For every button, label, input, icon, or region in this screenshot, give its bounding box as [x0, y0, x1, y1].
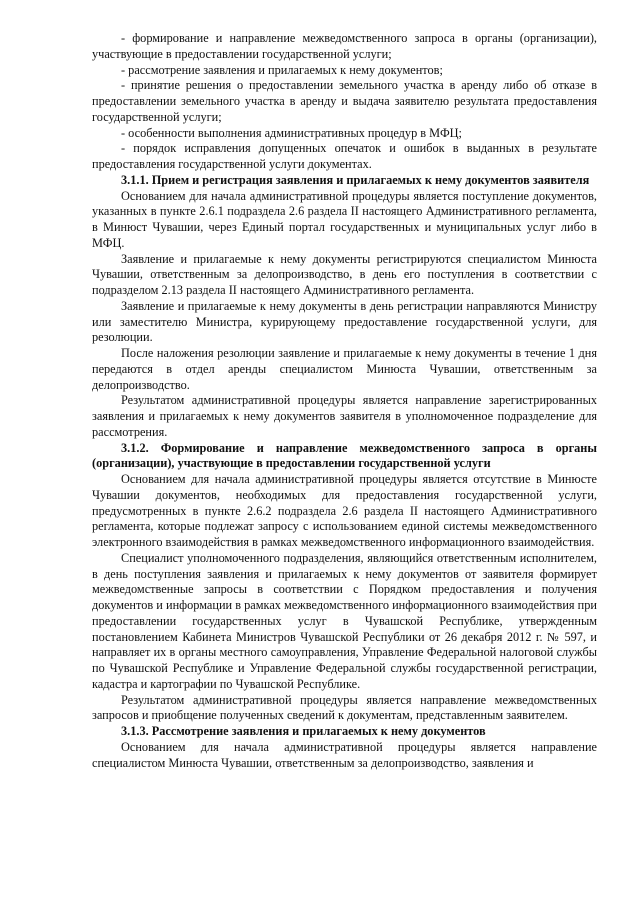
- section-heading-3-1-1: 3.1.1. Прием и регистрация заявления и прилагаемых к нему документов заявителя: [121, 172, 590, 187]
- paragraph-specialist: Специалист уполномоченного подразделения, являющийся ответственным исполнителем, в день поступления заявления и прилагаемых к нему документов от заявителя формирует межведомственные запросы в соответствии с Порядком предоставления и получения документов и информации в рамках межведомственного информационного взаимодействия при предоставлении государственных услуг в Чувашской Республике, утвержденным постановлением Кабинета Министров Чувашской Республики от 26 декабря 2012 г. № 597, и направляет их в органы местного самоуправления, Управление Федеральной налоговой службы по Чувашской Республике и Управление Федеральной службы государственной регистрации, кадастра и картографии по Чувашской Республике.: [92, 550, 597, 691]
- paragraph-transfer: После наложения резолюции заявление и прилагаемые к нему документы в течение 1 дня передаются в отдел аренды специалистом Минюста Чувашии, ответственным за делопроизводство.: [92, 346, 597, 392]
- list-item-decision: - принятие решения о предоставлении земельного участка в аренду либо об отказе в предоставлении земельного участка в аренду и выдача заявителю результата предоставления государственной услуги;: [92, 78, 597, 124]
- paragraph-basis-3-1-3: Основанием для начала административной процедуры является направление специалистом Минюста Чувашии, ответственным за делопроизводство, заявления и: [92, 739, 597, 770]
- list-item-mfc-features: - особенности выполнения административных процедур в МФЦ;: [121, 125, 462, 140]
- section-heading-3-1-2: 3.1.2. Формирование и направление межведомственного запроса в органы (организации), участвующие в предоставлении государственной услуги: [92, 440, 597, 471]
- paragraph-result-3-1-1: Результатом административной процедуры является направление зарегистрированных заявления и прилагаемых к нему документов заявителя в уполномоченное подразделение для рассмотрения.: [92, 393, 597, 439]
- list-item-error-correction: - порядок исправления допущенных опечаток и ошибок в выданных в результате предоставления государственной услуги документах.: [92, 141, 597, 171]
- paragraph-resolution: Заявление и прилагаемые к нему документы в день регистрации направляются Министру или заместителю Министра, курирующему предоставление государственной услуги, для резолюции.: [92, 298, 597, 345]
- list-item-review-application: - рассмотрение заявления и прилагаемых к нему документов;: [121, 62, 443, 77]
- paragraph-result-3-1-2: Результатом административной процедуры является направление межведомственных запросов и приобщение полученных сведений к документам, представленным заявителем.: [92, 692, 597, 723]
- paragraph-basis-3-1-2: Основанием для начала административной процедуры является отсутствие в Минюсте Чувашии документов, необходимых для предоставления государственной услуги, предусмотренных в пункте 2.6.2 подраздела 2.6 раздела II настоящего Административного регламента, которые подлежат запросу с использованием единой системы межведомственного электронного взаимодействия в рамках межведомственного информационного взаимодействия.: [92, 472, 597, 549]
- paragraph-basis-3-1-1: Основанием для начала административной процедуры является поступление документов, указанных в пункте 2.6.1 подраздела 2.6 раздела II настоящего Административного регламента, в Минюст Чувашии, через Единый портал государственных и муниципальных услуг либо в МФЦ.: [92, 188, 597, 250]
- section-heading-3-1-3: 3.1.3. Рассмотрение заявления и прилагаемых к нему документов: [121, 724, 486, 738]
- paragraph-registration: Заявление и прилагаемые к нему документы регистрируются специалистом Минюста Чувашии, ответственным за делопроизводство, в день его поступления в соответствии с подразделом 2.13 раздела II настоящего Административного регламента.: [92, 251, 597, 297]
- list-item-interagency-request: - формирование и направление межведомственного запроса в органы (организации), участвующие в предоставлении государственной услуги;: [92, 31, 597, 61]
